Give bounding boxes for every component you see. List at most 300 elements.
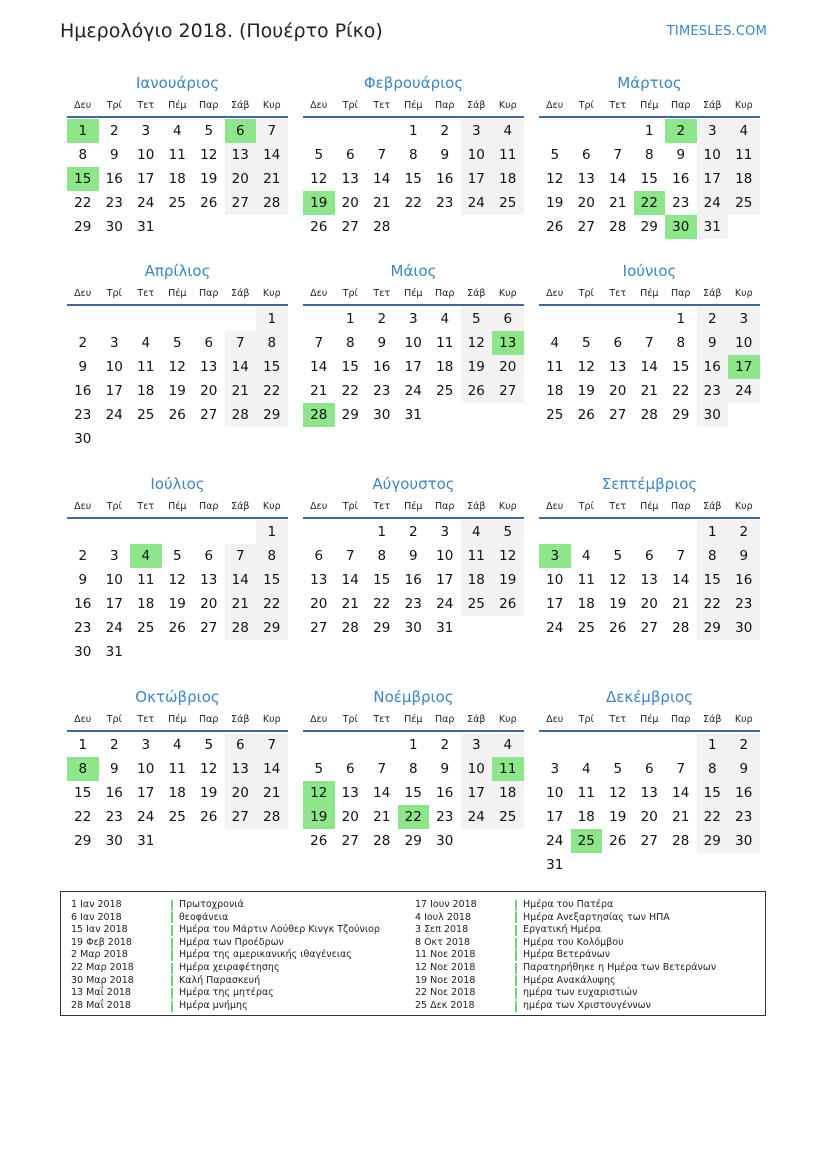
weekday-label: Δευ	[74, 288, 92, 299]
day-cell: 4	[492, 733, 524, 757]
holiday-date: 30 Μαρ 2018	[71, 974, 134, 986]
month-block	[67, 72, 288, 239]
day-cell: 21	[640, 383, 658, 399]
month-block	[303, 72, 524, 239]
day-cell: 27	[225, 805, 257, 829]
day-cell: 22	[404, 195, 422, 211]
day-cell: 29	[697, 829, 729, 853]
weekday-label: Παρ	[435, 100, 455, 111]
holiday-name: Πρωτοχρονιά	[179, 899, 244, 910]
day-cell: 9	[728, 757, 760, 781]
empty-cell	[461, 403, 493, 427]
day-cell: 26	[310, 833, 328, 849]
day-cell: 12	[310, 171, 328, 187]
day-cell: 21	[609, 195, 627, 211]
holiday-row	[415, 949, 716, 962]
day-cell: 13	[640, 572, 658, 588]
weekday-label: Παρ	[199, 288, 219, 299]
holiday-name: Ημέρα του Πατέρα	[523, 899, 614, 910]
day-cell: 3	[728, 307, 760, 331]
weekday-label: Τρί	[106, 714, 122, 725]
day-cell: 21	[225, 592, 257, 616]
day-cell: 7	[377, 761, 387, 777]
day-cell: 8	[644, 147, 654, 163]
day-cell: 30	[105, 219, 123, 235]
weekday-label: Δευ	[310, 288, 328, 299]
day-cell: 10	[105, 359, 123, 375]
day-cell: 16	[697, 355, 729, 379]
holiday-name: Παρατηρήθηκε η Ημέρα των Βετεράνων	[523, 961, 717, 973]
holiday-marker	[515, 975, 517, 986]
empty-cell	[366, 733, 398, 757]
day-cell: 31	[404, 407, 422, 423]
empty-cell	[193, 520, 225, 544]
weekday-label: Τρί	[106, 288, 122, 299]
empty-cell	[492, 829, 524, 853]
day-cell: 4	[172, 737, 182, 753]
day-cell: 31	[697, 215, 729, 239]
holiday-row	[415, 962, 716, 975]
holiday-name: ημέρα των Χριστουγέννων	[523, 999, 651, 1011]
weekday-label: Τετ	[609, 714, 627, 725]
day-cell: 7	[613, 147, 623, 163]
weekday-label: Κυρ	[734, 288, 753, 299]
holiday-row	[71, 924, 380, 937]
day-cell: 10	[404, 335, 422, 351]
weekday-label: Σάβ	[703, 501, 722, 512]
day-cell: 6	[345, 147, 355, 163]
day-cell: 10	[546, 572, 564, 588]
day-cell: 16	[436, 171, 454, 187]
day-cell: 22	[74, 195, 92, 211]
day-cell: 16	[74, 383, 92, 399]
empty-cell	[335, 520, 367, 544]
empty-cell	[492, 403, 524, 427]
site-link[interactable]: TIMESLES.COM	[666, 24, 767, 39]
empty-cell	[728, 403, 760, 427]
day-cell: 27	[577, 219, 595, 235]
empty-cell	[225, 307, 257, 331]
day-grid	[67, 307, 288, 451]
day-cell: 26	[461, 379, 493, 403]
holiday-name: Ημέρα Ανακάλυψης	[523, 974, 616, 986]
day-cell: 5	[172, 548, 182, 564]
weekday-label: Πέμ	[168, 288, 187, 299]
holiday-marker	[515, 963, 517, 974]
day-cell: 4	[728, 119, 760, 143]
day-cell: 13	[200, 572, 218, 588]
month-name: Απρίλιος	[144, 262, 211, 280]
day-cell: 24	[697, 191, 729, 215]
weekday-label: Παρ	[671, 288, 691, 299]
holiday-date: 22 Μαρ 2018	[71, 961, 134, 973]
empty-cell	[602, 733, 634, 757]
day-cell: 10	[546, 785, 564, 801]
day-cell: 4	[581, 761, 591, 777]
weekday-header	[67, 710, 288, 732]
weekday-label: Τετ	[373, 288, 391, 299]
day-cell: 19	[461, 355, 493, 379]
month-name: Αύγουστος	[372, 475, 455, 493]
day-cell: 26	[168, 620, 186, 636]
empty-cell	[130, 520, 162, 544]
weekday-label: Τετ	[373, 100, 391, 111]
empty-cell	[193, 215, 225, 239]
day-cell: 10	[436, 548, 454, 564]
month-block	[303, 260, 524, 427]
day-cell: 19	[577, 383, 595, 399]
empty-cell	[429, 215, 461, 239]
empty-cell	[665, 853, 697, 877]
holiday-row	[415, 975, 716, 988]
day-cell: 27	[640, 620, 658, 636]
empty-cell	[728, 853, 760, 877]
empty-cell	[398, 215, 430, 239]
day-cell: 5	[492, 520, 524, 544]
day-cell: 22	[697, 805, 729, 829]
weekday-label: Δευ	[74, 501, 92, 512]
weekday-header	[303, 284, 524, 306]
day-cell: 6	[204, 335, 214, 351]
day-cell: 5	[314, 147, 324, 163]
day-cell: 16	[105, 785, 123, 801]
holiday-marker	[171, 1001, 173, 1012]
day-cell: 25	[492, 805, 524, 829]
day-cell: 10	[697, 143, 729, 167]
day-cell: 31	[105, 644, 123, 660]
day-cell: 3	[550, 761, 560, 777]
weekday-label: Παρ	[435, 288, 455, 299]
day-cell: 5	[172, 335, 182, 351]
day-cell: 1	[408, 737, 418, 753]
day-cell: 22	[256, 379, 288, 403]
day-cell: 6	[225, 733, 257, 757]
day-grid	[67, 733, 288, 853]
day-cell: 24	[137, 809, 155, 825]
empty-cell	[571, 119, 603, 143]
day-cell: 2	[109, 737, 119, 753]
weekday-header	[539, 96, 760, 118]
holiday-row	[71, 912, 380, 925]
day-cell: 24	[404, 383, 422, 399]
day-cell: 12	[200, 147, 218, 163]
page-title: Ημερολόγιο 2018. (Πουέρτο Ρίκο)	[60, 20, 383, 42]
holiday-date: 4 Ιουλ 2018	[415, 911, 471, 923]
weekday-label: Τρί	[342, 100, 358, 111]
weekday-label: Σάβ	[231, 100, 250, 111]
day-cell: 8	[697, 544, 729, 568]
day-cell: 7	[225, 331, 257, 355]
day-cell: 17	[105, 596, 123, 612]
day-cell: 29	[373, 620, 391, 636]
day-cell: 24	[105, 620, 123, 636]
day-cell: 15	[640, 171, 658, 187]
day-cell: 12	[200, 761, 218, 777]
day-cell: 27	[310, 620, 328, 636]
day-cell: 17	[404, 359, 422, 375]
weekday-label: Δευ	[74, 714, 92, 725]
month-name: Ιούλιος	[150, 475, 205, 493]
day-cell: 1	[78, 737, 88, 753]
empty-cell	[634, 853, 666, 877]
day-cell: 28	[225, 403, 257, 427]
day-cell: 20	[200, 383, 218, 399]
holiday-name: Ημέρα χειραφέτησης	[179, 961, 280, 973]
weekday-header	[303, 96, 524, 118]
weekday-label: Τρί	[106, 100, 122, 111]
holiday-day-cell: 28	[303, 403, 335, 427]
day-cell: 5	[613, 761, 623, 777]
day-cell: 19	[546, 195, 564, 211]
weekday-label: Κυρ	[262, 714, 281, 725]
day-cell: 15	[341, 359, 359, 375]
holiday-date: 22 Νοε 2018	[415, 987, 476, 999]
holiday-day-cell: 17	[728, 355, 760, 379]
empty-cell	[303, 733, 335, 757]
day-cell: 8	[345, 335, 355, 351]
empty-cell	[728, 215, 760, 239]
day-cell: 4	[461, 520, 493, 544]
day-cell: 20	[341, 809, 359, 825]
day-cell: 8	[697, 757, 729, 781]
holiday-row	[415, 987, 716, 1000]
empty-cell	[99, 520, 131, 544]
day-cell: 8	[78, 147, 88, 163]
day-cell: 28	[225, 616, 257, 640]
weekday-label: Κυρ	[262, 288, 281, 299]
empty-cell	[130, 307, 162, 331]
holiday-row	[71, 987, 380, 1000]
holiday-row	[415, 1000, 716, 1013]
empty-cell	[303, 520, 335, 544]
month-name: Φεβρουάριος	[363, 74, 464, 92]
empty-cell	[256, 829, 288, 853]
empty-cell	[225, 640, 257, 664]
holiday-marker	[171, 938, 173, 949]
day-cell: 9	[728, 544, 760, 568]
day-cell: 27	[341, 833, 359, 849]
empty-cell	[193, 427, 225, 451]
day-cell: 21	[225, 379, 257, 403]
day-cell: 1	[377, 524, 387, 540]
weekday-label: Τρί	[342, 714, 358, 725]
day-cell: 15	[672, 359, 690, 375]
empty-cell	[130, 427, 162, 451]
day-cell: 28	[672, 620, 690, 636]
day-cell: 13	[577, 171, 595, 187]
weekday-header	[67, 497, 288, 519]
day-cell: 10	[728, 331, 760, 355]
holiday-marker	[515, 925, 517, 936]
holiday-row	[71, 975, 380, 988]
empty-cell	[335, 119, 367, 143]
day-grid	[539, 307, 760, 427]
day-cell: 15	[697, 781, 729, 805]
day-cell: 21	[672, 809, 690, 825]
empty-cell	[162, 829, 194, 853]
day-cell: 31	[436, 620, 454, 636]
empty-cell	[571, 520, 603, 544]
day-cell: 12	[168, 359, 186, 375]
day-grid	[67, 520, 288, 664]
day-cell: 7	[345, 548, 355, 564]
day-cell: 20	[640, 809, 658, 825]
holiday-row	[415, 899, 716, 912]
day-cell: 17	[697, 167, 729, 191]
empty-cell	[697, 853, 729, 877]
day-cell: 20	[609, 383, 627, 399]
holiday-day-cell: 1	[67, 119, 99, 143]
day-cell: 14	[341, 572, 359, 588]
weekday-label: Σάβ	[231, 501, 250, 512]
day-cell: 13	[225, 757, 257, 781]
day-cell: 22	[74, 809, 92, 825]
month-block	[539, 686, 760, 877]
day-cell: 11	[577, 572, 595, 588]
day-cell: 7	[225, 544, 257, 568]
day-cell: 17	[436, 572, 454, 588]
holiday-name: θεοφάνεια	[179, 911, 229, 923]
day-cell: 22	[697, 592, 729, 616]
weekday-label: Δευ	[546, 714, 564, 725]
month-block	[67, 473, 288, 664]
holiday-date: 11 Νοε 2018	[415, 949, 476, 961]
day-cell: 3	[141, 123, 151, 139]
empty-cell	[366, 119, 398, 143]
day-cell: 2	[697, 307, 729, 331]
day-cell: 16	[74, 596, 92, 612]
weekday-label: Δευ	[546, 100, 564, 111]
month-name: Νοέμβριος	[373, 688, 454, 706]
holiday-list-right	[415, 899, 716, 1012]
day-cell: 8	[676, 335, 686, 351]
empty-cell	[193, 640, 225, 664]
day-cell: 25	[492, 191, 524, 215]
day-cell: 2	[377, 311, 387, 327]
day-cell: 10	[137, 147, 155, 163]
day-cell: 31	[137, 219, 155, 235]
day-cell: 8	[256, 544, 288, 568]
weekday-label: Σάβ	[467, 288, 486, 299]
day-cell: 23	[105, 195, 123, 211]
day-cell: 26	[200, 195, 218, 211]
day-cell: 9	[377, 335, 387, 351]
day-cell: 1	[256, 520, 288, 544]
empty-cell	[162, 307, 194, 331]
holiday-name: Ημέρα μνήμης	[179, 999, 248, 1011]
weekday-label: Παρ	[671, 714, 691, 725]
holiday-day-cell: 4	[130, 544, 162, 568]
holiday-day-cell: 19	[303, 805, 335, 829]
day-cell: 5	[204, 737, 214, 753]
holiday-date: 13 Μαΐ 2018	[71, 987, 131, 999]
day-cell: 15	[373, 572, 391, 588]
empty-cell	[602, 307, 634, 331]
day-cell: 14	[310, 359, 328, 375]
day-cell: 28	[373, 219, 391, 235]
holiday-marker	[171, 963, 173, 974]
weekday-label: Κυρ	[734, 501, 753, 512]
holiday-date: 25 Δεκ 2018	[415, 999, 475, 1011]
weekday-label: Τετ	[609, 501, 627, 512]
weekday-label: Δευ	[310, 501, 328, 512]
day-cell: 4	[581, 548, 591, 564]
weekday-label: Δευ	[310, 714, 328, 725]
day-cell: 16	[373, 359, 391, 375]
day-cell: 7	[256, 733, 288, 757]
holiday-date: 6 Ιαν 2018	[71, 911, 122, 923]
day-cell: 6	[204, 548, 214, 564]
holiday-row	[71, 1000, 380, 1013]
holiday-day-cell: 22	[398, 805, 430, 829]
day-cell: 27	[200, 620, 218, 636]
day-cell: 28	[341, 620, 359, 636]
day-cell: 3	[408, 311, 418, 327]
day-cell: 27	[492, 379, 524, 403]
day-cell: 11	[461, 544, 493, 568]
weekday-header	[539, 710, 760, 732]
day-cell: 22	[341, 383, 359, 399]
empty-cell	[225, 427, 257, 451]
empty-cell	[665, 520, 697, 544]
day-cell: 10	[461, 143, 493, 167]
day-cell: 27	[341, 219, 359, 235]
empty-cell	[539, 307, 571, 331]
weekday-label: Σάβ	[467, 501, 486, 512]
day-cell: 20	[225, 167, 257, 191]
month-block	[539, 473, 760, 640]
weekday-label: Παρ	[671, 501, 691, 512]
empty-cell	[99, 307, 131, 331]
holiday-day-cell: 6	[225, 119, 257, 143]
day-cell: 11	[168, 761, 186, 777]
empty-cell	[665, 733, 697, 757]
weekday-label: Παρ	[435, 501, 455, 512]
day-cell: 24	[546, 620, 564, 636]
holiday-marker	[171, 950, 173, 961]
day-cell: 24	[728, 379, 760, 403]
month-block	[67, 686, 288, 853]
holiday-row	[71, 949, 380, 962]
empty-cell	[539, 733, 571, 757]
weekday-label: Κυρ	[498, 714, 517, 725]
day-cell: 29	[74, 833, 92, 849]
day-cell: 7	[256, 119, 288, 143]
day-cell: 30	[697, 403, 729, 427]
day-cell: 28	[640, 407, 658, 423]
holiday-date: 2 Μαρ 2018	[71, 949, 128, 961]
weekday-label: Τρί	[342, 288, 358, 299]
holiday-name: Ημέρα του Μάρτιν Λούθερ Κινγκ Τζούνιορ	[179, 924, 380, 936]
weekday-label: Τρί	[106, 501, 122, 512]
day-cell: 3	[109, 335, 119, 351]
day-cell: 2	[408, 524, 418, 540]
day-cell: 26	[609, 833, 627, 849]
day-cell: 11	[137, 359, 155, 375]
empty-cell	[225, 829, 257, 853]
day-cell: 4	[172, 123, 182, 139]
holiday-date: 19 Φεβ 2018	[71, 936, 132, 948]
weekday-label: Παρ	[671, 100, 691, 111]
day-grid	[539, 520, 760, 640]
holiday-name: Ημέρα των Προέδρων	[179, 936, 284, 948]
day-cell: 11	[168, 147, 186, 163]
day-cell: 22	[373, 596, 391, 612]
empty-cell	[256, 640, 288, 664]
day-cell: 11	[137, 572, 155, 588]
month-block	[303, 686, 524, 853]
day-cell: 5	[581, 335, 591, 351]
